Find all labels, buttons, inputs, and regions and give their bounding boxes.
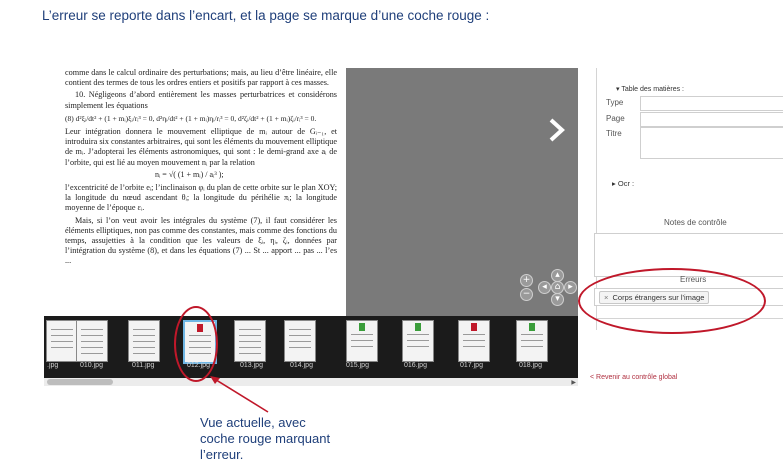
toc-titre-label: Titre <box>606 129 622 138</box>
annotation-ellipse <box>578 268 766 334</box>
page-paragraph: Mais, si l’on veut avoir les intégrales du système (7), il faut considérer les éléments elliptiques, non pas comme des constantes, mais comme des fonctions du temps, assujetties à la condition que les valeurs de ξᵢ, ηᵢ, ζᵢ, données par l’intégration du système (8), et dans les équations (7) ... St ... apport ... pas ... l’es ... <box>65 215 337 266</box>
page-viewer <box>44 68 578 386</box>
ocr-section-toggle[interactable]: ▸ Ocr : <box>612 179 635 188</box>
thumbnail-label: .jpg <box>47 362 59 369</box>
thumbnail-label: 018.jpg <box>519 362 542 369</box>
thumbnail[interactable] <box>516 320 548 362</box>
minus-icon[interactable]: − <box>520 288 533 301</box>
thumbnail-strip <box>44 316 578 378</box>
page-paragraph: comme dans le calcul ordinaire des perturbations; mais, au lieu d’être linéaire, elle contient des termes de tous les ordres entiers et positifs par rapport à ces masses. <box>65 68 337 88</box>
thumbnail-label: 016.jpg <box>404 362 427 369</box>
thumbnail-label: 013.jpg <box>240 362 263 369</box>
toc-page-label: Page <box>606 114 625 123</box>
thumbnail[interactable] <box>46 320 78 362</box>
pan-left-icon[interactable]: ◂ <box>538 281 551 294</box>
remove-tag-icon[interactable]: × <box>604 293 609 302</box>
page-equation: (8) d²ξᵢ/dt² + (1 + mᵢ)ξᵢ/rᵢ³ = 0, d²ηᵢ/dt² + (1 + mᵢ)ηᵢ/rᵢ³ = 0, d²ζᵢ/dt² + (1 + mᵢ)ζᵢ/rᵢ³ = 0. <box>65 113 317 123</box>
next-page-button[interactable] <box>544 116 570 144</box>
thumbnail-label: 012.jpg <box>187 362 210 369</box>
toc-titre-input[interactable] <box>640 127 783 159</box>
thumbnail[interactable] <box>284 320 316 362</box>
back-to-global-control-link[interactable]: < Revenir au contrôle global <box>590 374 678 381</box>
scroll-right-icon[interactable]: ▶ <box>571 380 576 386</box>
scrollbar-thumb[interactable] <box>47 379 113 385</box>
annotation-circle <box>174 306 218 382</box>
thumbnail[interactable] <box>458 320 490 362</box>
toc-type-label: Type <box>606 98 624 107</box>
page-paragraph: 10. Négligeons d’abord entièrement les masses perturbatrices et considérons simplement les équations <box>65 90 337 110</box>
thumbnail-scrollbar[interactable] <box>44 378 578 386</box>
thumbnail-label: 010.jpg <box>80 362 103 369</box>
thumbnail-label: 017.jpg <box>460 362 483 369</box>
flag-icon <box>359 323 365 331</box>
flag-icon <box>529 323 535 331</box>
thumbnail-label: 015.jpg <box>346 362 369 369</box>
page-paragraph: l’excentricité de l’orbite eᵢ; l’inclinaison φᵢ du plan de cette orbite sur le plan XOY; la longitude du nœud ascendant θᵢ; la longitude du périhélie πᵢ; la longitude moyenne de l’époque εᵢ. <box>65 183 337 213</box>
chevron-right-icon <box>544 116 570 144</box>
page-paragraph: Leur intégration donnera le mouvement elliptique de mᵢ autour de Gᵢ₋₁, et introduira six constantes arbitraires, qui sont les éléments du mouvement elliptique de mᵢ. J’adopterai les éléments astronomiques, qui sont : le demi-grand axe aᵢ de l’orbite, qui est lié au moyen mouvement nᵢ par la relation <box>65 127 337 167</box>
thumbnail[interactable] <box>402 320 434 362</box>
notes-label: Notes de contrôle <box>664 218 727 227</box>
thumbnail[interactable] <box>234 320 266 362</box>
plus-icon[interactable]: + <box>520 274 533 287</box>
thumbnail[interactable] <box>346 320 378 362</box>
toc-type-input[interactable] <box>640 96 783 111</box>
pan-down-icon[interactable]: ▾ <box>551 293 564 306</box>
pan-right-icon[interactable]: ▸ <box>564 281 577 294</box>
page-equation: nᵢ = √( (1 + mᵢ) / aᵢ³ ); <box>155 169 224 179</box>
annotation-caption: Vue actuelle, avec coche rouge marquant l’erreur. <box>200 415 331 462</box>
pan-up-icon[interactable]: ▴ <box>551 269 564 282</box>
thumbnail[interactable] <box>128 320 160 362</box>
thumbnail[interactable] <box>76 320 108 362</box>
thumbnail-label: 011.jpg <box>132 362 155 369</box>
flag-icon <box>471 323 477 331</box>
error-tag-label: Corps étrangers sur l'image <box>612 293 705 302</box>
toc-section-title[interactable]: ▾ Table des matières : <box>616 86 684 93</box>
toc-page-input[interactable] <box>640 112 783 127</box>
instruction-caption: L’erreur se reporte dans l’encart, et la page se marque d’une coche rouge : <box>42 8 490 23</box>
document-page <box>44 68 346 316</box>
flag-icon <box>415 323 421 331</box>
zoom-controls <box>514 268 578 310</box>
errors-label: Erreurs <box>680 275 707 284</box>
thumbnail-label: 014.jpg <box>290 362 313 369</box>
home-icon[interactable]: ⌂ <box>551 281 564 294</box>
